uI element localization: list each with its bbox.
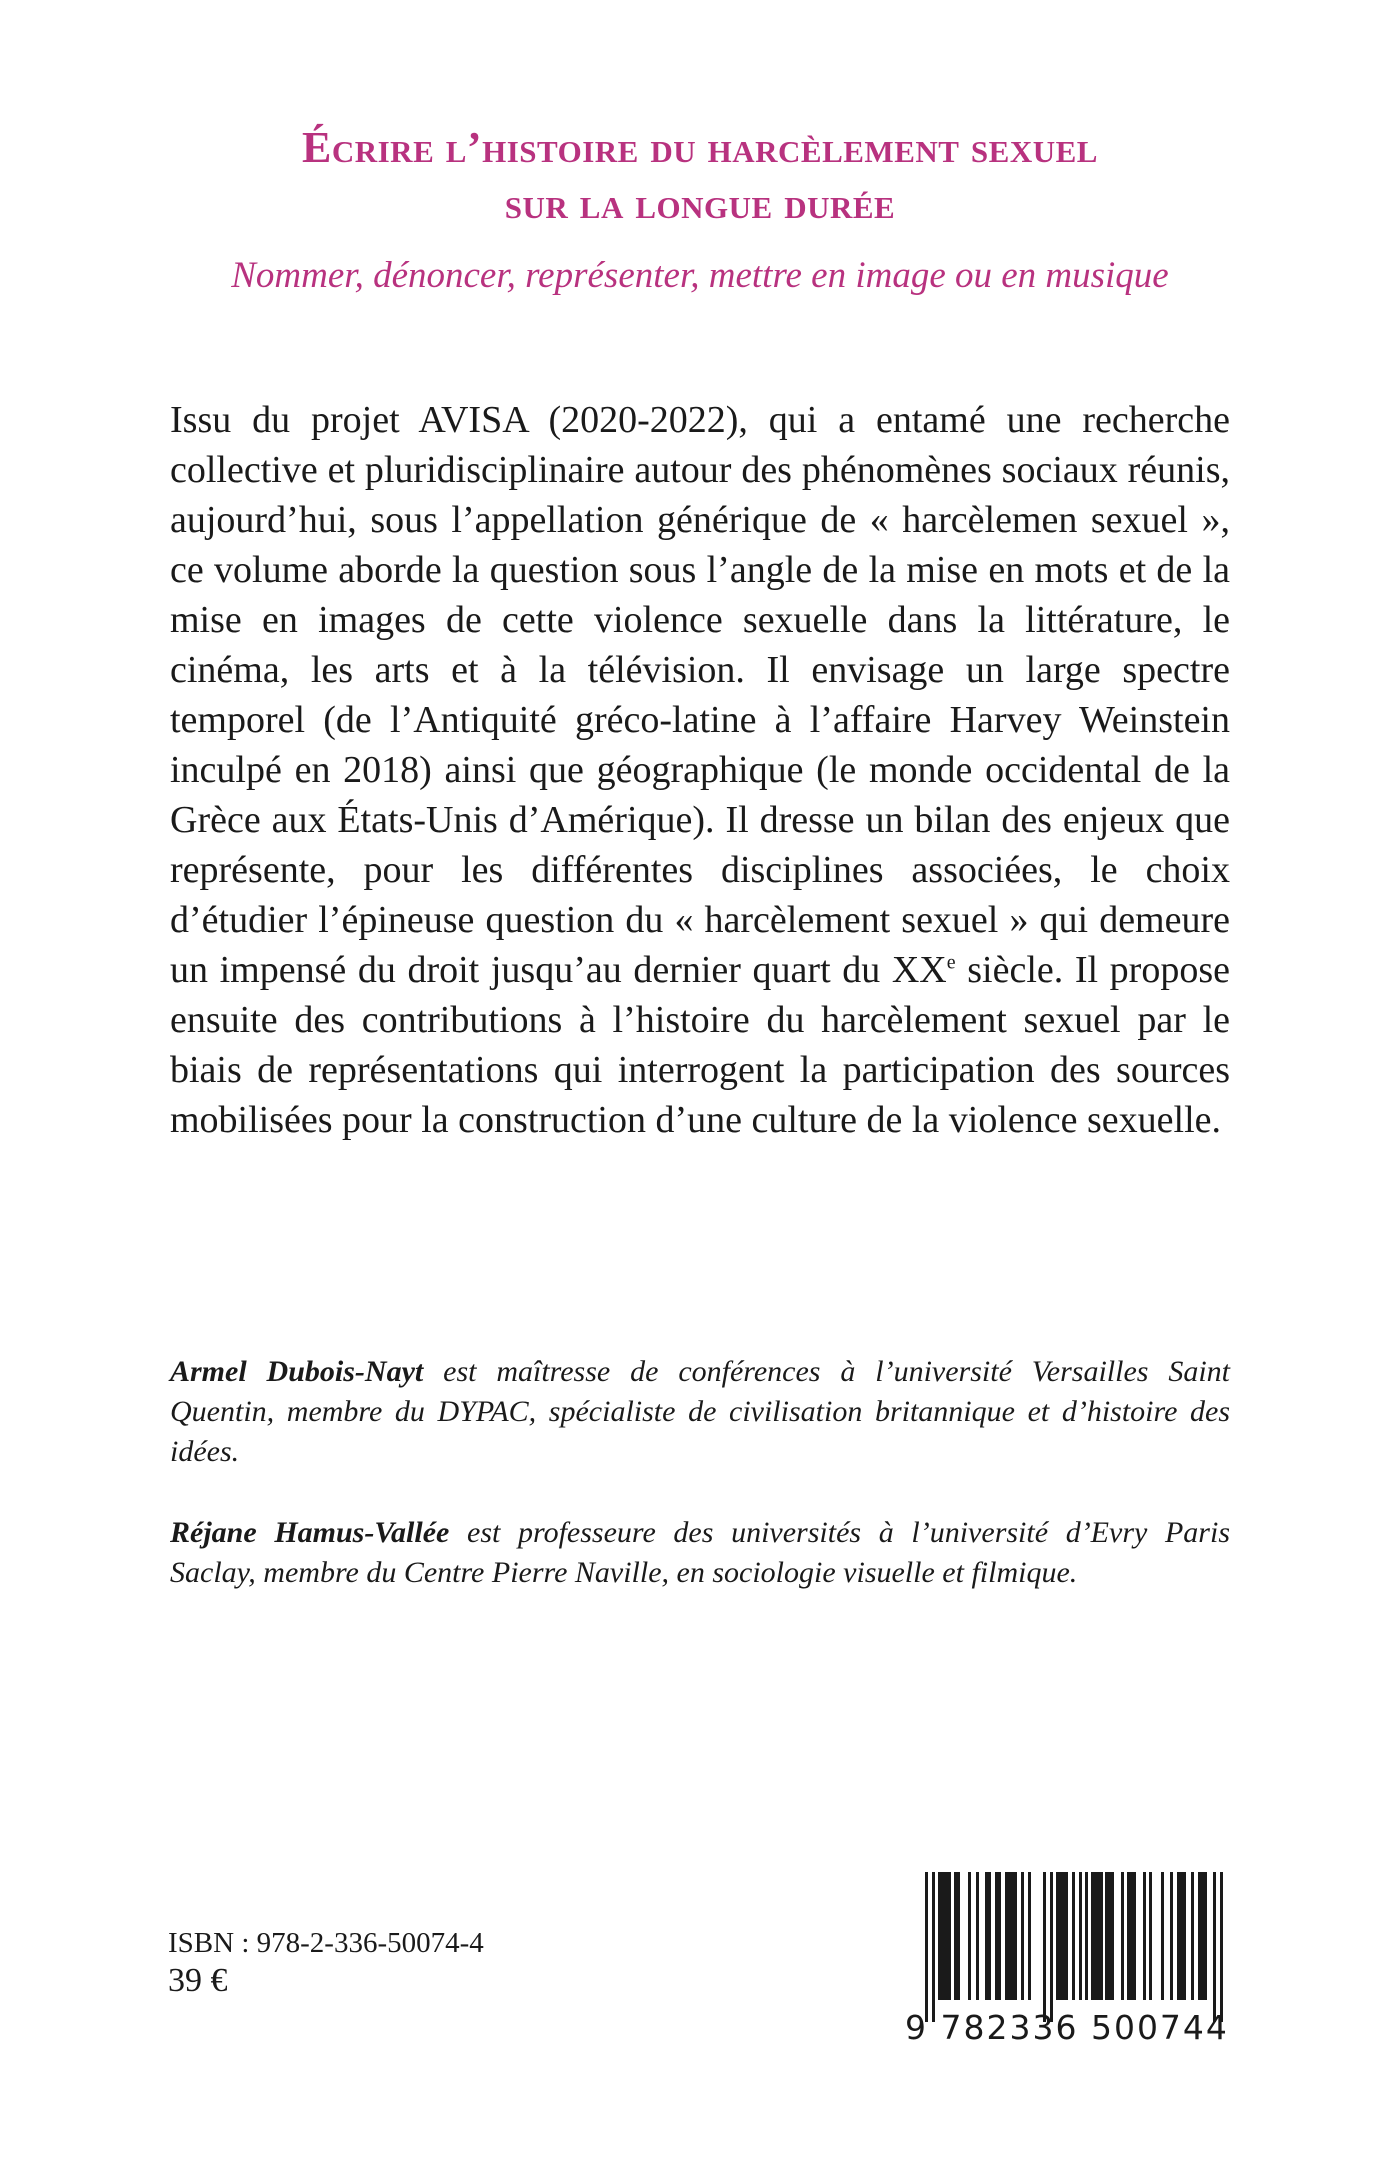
book-subtitle: Nommer, dénoncer, représenter, mettre en image ou en musique bbox=[231, 255, 1169, 296]
price-label: 39 € bbox=[168, 1962, 228, 1999]
barcode bbox=[905, 1872, 1235, 2052]
century-superscript: e bbox=[946, 951, 956, 974]
author-name: Armel Dubois-Nayt bbox=[170, 1355, 424, 1388]
barcode-digits: 9 782336 500744 bbox=[905, 2008, 1229, 2047]
author-bio-text: est professeure des universités à l’université d’Evry Paris Saclay, membre du Centre Pierre Naville, en sociologie visuelle et filmique. bbox=[170, 1516, 1230, 1589]
summary-text-part-2: siècle. Il propose ensuite des contributions à l’histoire du harcèlement sexuel par le biais de représentations qui interrogent la participation des sources mobilisées pour la construction d’une culture de la violence sexuelle. bbox=[170, 949, 1230, 1141]
summary-text-part-1: Issu du projet AVISA (2020-2022), qui a entamé une recherche collective et pluridisciplinaire autour des phénomènes sociaux réunis, aujourd’hui, sous l’appellation générique de « harcèlemen sexuel », ce volume aborde la question sous l’angle de la mise en mots et de la mise en images de cette violence sexuelle dans la littérature, le cinéma, les arts et à la télévision. Il envisage un large spectre temporel (de l’Antiquité gréco-latine à l’affaire Harvey Weinstein inculpé en 2018) ainsi que géographique (le monde occidental de la Grèce aux États-Unis d’Amérique). Il dresse un bilan des enjeux que représente, pour les différentes disciplines associées, le choix d’étudier l’épineuse question du « harcèlement sexuel » qui demeure un impensé du droit jusqu’au dernier quart du XX bbox=[170, 399, 1230, 991]
isbn-label: ISBN : 978-2-336-50074-4 bbox=[168, 1927, 484, 1959]
summary-paragraph bbox=[170, 395, 1230, 1145]
book-title-line-2: sur la longue durée bbox=[504, 179, 896, 228]
title-block bbox=[160, 120, 1240, 300]
author-bio-text: est maîtresse de conférences à l’université Versailles Saint Quentin, membre du DYPAC, spécialiste de civilisation britannique et d’histoire des idées. bbox=[170, 1355, 1230, 1468]
barcode-bars-icon bbox=[905, 1872, 1235, 2022]
author-name: Réjane Hamus-Vallée bbox=[170, 1516, 450, 1549]
author-bio-2 bbox=[170, 1513, 1230, 1593]
book-title-line-1: Écrire l’histoire du harcèlement sexuel bbox=[302, 123, 1098, 172]
author-bio-1 bbox=[170, 1352, 1230, 1472]
